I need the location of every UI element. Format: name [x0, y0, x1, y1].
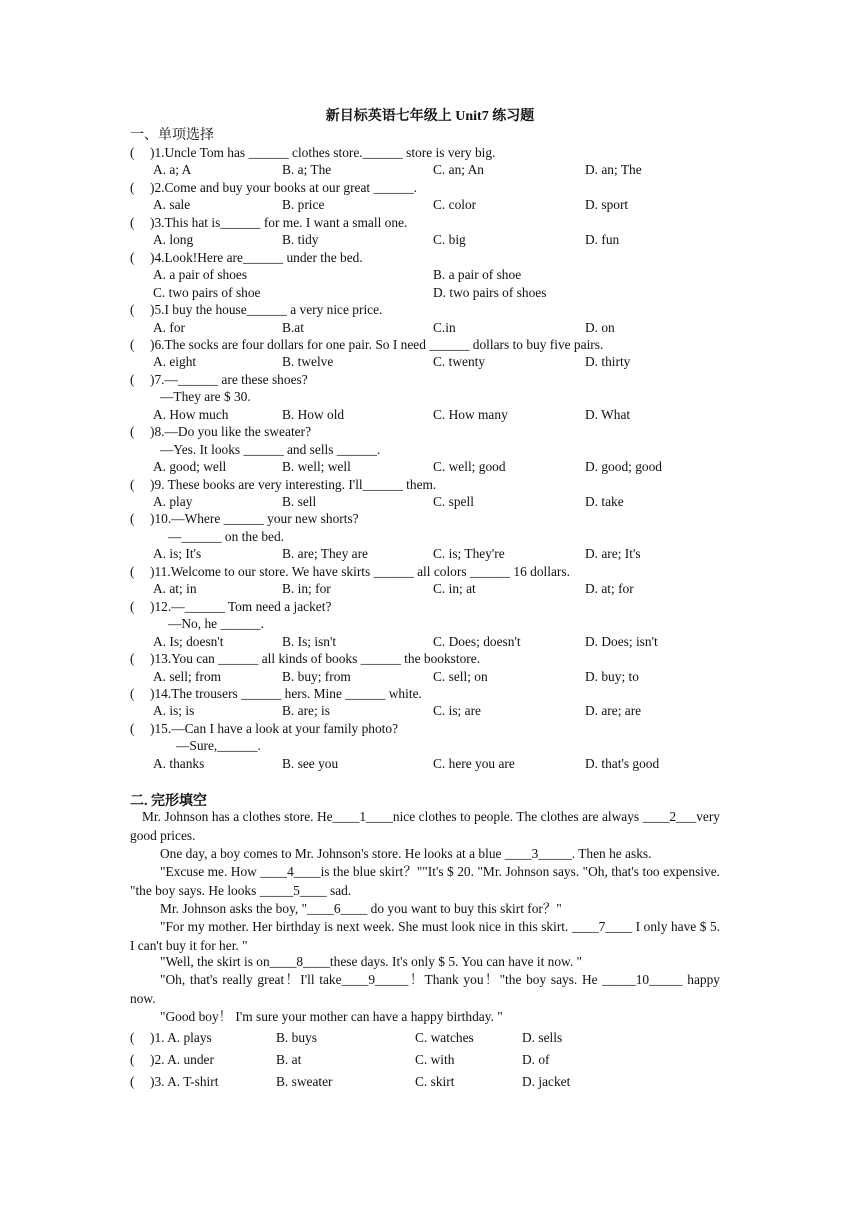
cloze-question-paren: (: [130, 1030, 135, 1045]
cloze-question-stem: )1. A. plays: [150, 1030, 212, 1045]
answer-option: C. an; An: [433, 162, 484, 178]
cloze-option: D. jacket: [522, 1074, 571, 1089]
cloze-question-stem: )2. A. under: [150, 1052, 214, 1067]
passage-paragraph: "Good boy！ I'm sure your mother can have a happy birthday. ": [160, 1009, 503, 1024]
question-stem: )5.I buy the house______ a very nice price.: [150, 302, 383, 318]
answer-option: B. a pair of shoe: [433, 267, 522, 283]
answer-option: A. thanks: [153, 755, 205, 771]
answer-option: D. that's good: [585, 755, 660, 771]
question-paren: (: [130, 371, 135, 387]
answer-option: C. well; good: [433, 459, 506, 475]
question-stem: )14.The trousers ______ hers. Mine ______ white.: [150, 685, 422, 701]
cloze-option: C. with: [415, 1052, 455, 1067]
answer-option: D. at; for: [585, 581, 634, 597]
cloze-question-paren: (: [130, 1074, 135, 1089]
cloze-option: C. watches: [415, 1030, 474, 1045]
answer-option: C. spell: [433, 494, 474, 509]
cloze-option: B. at: [276, 1052, 302, 1067]
question-stem: )1.Uncle Tom has ______ clothes store.______ store is very big.: [150, 145, 496, 160]
answer-option: D. thirty: [585, 354, 631, 370]
question-stem: )2.Come and buy your books at our great ______.: [150, 179, 418, 195]
answer-option: D. are; are: [585, 703, 642, 719]
question-paren: (: [130, 598, 135, 614]
passage-paragraph: "Oh, that's really great！I'll take____9_____！Thank you！"the boy says. He _____10_____ happy now.: [130, 972, 720, 1006]
answer-option: A. good; well: [153, 459, 227, 475]
question-stem: )3.This hat is______ for me. I want a small one.: [150, 214, 408, 230]
passage-paragraph: Mr. Johnson asks the boy, "____6____ do you want to buy this skirt for？": [160, 901, 562, 916]
answer-option: C.in: [433, 319, 456, 335]
answer-option: D. good; good: [585, 459, 662, 475]
cloze-option: D. of: [522, 1052, 550, 1067]
cloze-option: D. sells: [522, 1030, 563, 1045]
question-stem: )13.You can ______ all kinds of books ______ the bookstore.: [150, 651, 481, 667]
question-paren: (: [130, 302, 135, 318]
cloze-question-stem: )3. A. T-shirt: [150, 1074, 219, 1089]
answer-option: D. fun: [585, 232, 620, 248]
question-paren: (: [130, 685, 135, 701]
cloze-option: C. skirt: [415, 1074, 455, 1089]
answer-option: A. sale: [153, 197, 191, 213]
answer-option: B. How old: [282, 406, 345, 422]
passage-paragraph: "Excuse me. How ____4____is the blue skirt？""It's $ 20. "Mr. Johnson says. "Oh, that's too expensive. "the boy says. He looks _____5____ sad.: [130, 864, 720, 898]
answer-option: A. play: [153, 494, 193, 509]
question-stem: )7.—______ are these shoes?: [150, 371, 308, 387]
question-stem: )4.Look!Here are______ under the bed.: [150, 249, 363, 265]
answer-option: A. at; in: [153, 581, 197, 597]
answer-option: C. is; They're: [433, 546, 505, 562]
passage-paragraph: Mr. Johnson has a clothes store. He____1____nice clothes to people. The clothes are always ____2___very good prices.: [130, 809, 720, 843]
answer-option: C. two pairs of shoe: [153, 284, 261, 300]
answer-option: A. is; It's: [153, 546, 202, 562]
question-subline: —They are $ 30.: [160, 389, 251, 405]
answer-option: D. are; It's: [585, 546, 641, 562]
answer-option: B. are; is: [282, 703, 330, 719]
question-stem: )9. These books are very interesting. I'll______ them.: [150, 476, 437, 492]
answer-option: C. twenty: [433, 354, 486, 370]
section1-heading: 一、单项选择: [130, 128, 214, 143]
passage-paragraph: "For my mother. Her birthday is next week. She must look nice in this skirt. ____7____ I only have $ 5. I can't buy it for her. ": [130, 919, 720, 953]
answer-option: C. in; at: [433, 581, 476, 597]
cloze-option: B. buys: [276, 1030, 317, 1045]
answer-option: A. eight: [153, 354, 197, 370]
answer-option: D. on: [585, 319, 615, 335]
answer-option: B. tidy: [282, 232, 319, 248]
question-paren: (: [130, 651, 135, 667]
answer-option: B. twelve: [282, 354, 334, 370]
answer-option: B. well; well: [282, 459, 351, 475]
section2-heading: 二. 完形填空: [130, 794, 207, 809]
question-subline: —Yes. It looks ______ and sells ______.: [160, 441, 381, 457]
answer-option: A. long: [153, 232, 194, 248]
answer-option: A. is; is: [153, 703, 195, 719]
question-stem: )11.Welcome to our store. We have skirts ______ all colors ______ 16 dollars.: [150, 563, 570, 579]
question-paren: (: [130, 145, 135, 160]
answer-option: B. Is; isn't: [282, 633, 337, 649]
question-stem: )6.The socks are four dollars for one pair. So I need ______ dollars to buy five pairs.: [150, 336, 604, 352]
answer-option: D. two pairs of shoes: [433, 284, 547, 300]
question-paren: (: [130, 511, 135, 527]
question-paren: (: [130, 336, 135, 352]
question-stem: )12.—______ Tom need a jacket?: [150, 598, 332, 614]
answer-option: B. buy; from: [282, 668, 351, 684]
question-subline: —Sure,______.: [176, 738, 261, 754]
answer-option: D. take: [585, 494, 624, 509]
question-paren: (: [130, 720, 135, 736]
answer-option: B. price: [282, 197, 325, 213]
answer-option: C. is; are: [433, 703, 481, 719]
answer-option: B.at: [282, 319, 304, 335]
answer-option: D. Does; isn't: [585, 633, 658, 649]
question-paren: (: [130, 424, 135, 440]
passage-paragraph: One day, a boy comes to Mr. Johnson's store. He looks at a blue ____3_____. Then he asks.: [160, 846, 652, 861]
answer-option: C. big: [433, 232, 466, 248]
answer-option: A. a pair of shoes: [153, 267, 248, 283]
answer-option: C. sell; on: [433, 668, 488, 684]
answer-option: D. an; The: [585, 162, 642, 178]
answer-option: D. buy; to: [585, 668, 639, 684]
answer-option: C. Does; doesn't: [433, 633, 521, 649]
question-stem: )15.—Can I have a look at your family photo?: [150, 720, 399, 736]
answer-option: A. How much: [153, 406, 229, 422]
page-title: 新目标英语七年级上 Unit7 练习题: [325, 109, 535, 124]
question-paren: (: [130, 476, 135, 492]
cloze-option: B. sweater: [276, 1074, 333, 1089]
answer-option: B. in; for: [282, 581, 331, 597]
answer-option: C. color: [433, 197, 477, 213]
question-paren: (: [130, 179, 135, 195]
question-subline: —______ on the bed.: [168, 528, 285, 544]
question-stem: )8.—Do you like the sweater?: [150, 424, 312, 440]
answer-option: B. are; They are: [282, 546, 369, 562]
answer-option: A. sell; from: [153, 668, 222, 684]
answer-option: D. sport: [585, 197, 629, 213]
answer-option: C. here you are: [433, 755, 515, 771]
answer-option: C. How many: [433, 406, 508, 422]
answer-option: A. Is; doesn't: [153, 633, 224, 649]
answer-option: A. for: [153, 319, 185, 335]
question-stem: )10.—Where ______ your new shorts?: [150, 511, 359, 527]
question-paren: (: [130, 563, 135, 579]
question-subline: —No, he ______.: [168, 616, 264, 632]
question-paren: (: [130, 214, 135, 230]
passage-paragraph: "Well, the skirt is on____8____these days. It's only $ 5. You can have it now. ": [160, 954, 583, 969]
answer-option: D. What: [585, 406, 631, 422]
answer-option: B. sell: [282, 494, 317, 509]
answer-option: A. a; A: [153, 162, 192, 178]
answer-option: B. a; The: [282, 162, 332, 178]
answer-option: B. see you: [282, 755, 339, 771]
question-paren: (: [130, 249, 135, 265]
cloze-question-paren: (: [130, 1052, 135, 1067]
